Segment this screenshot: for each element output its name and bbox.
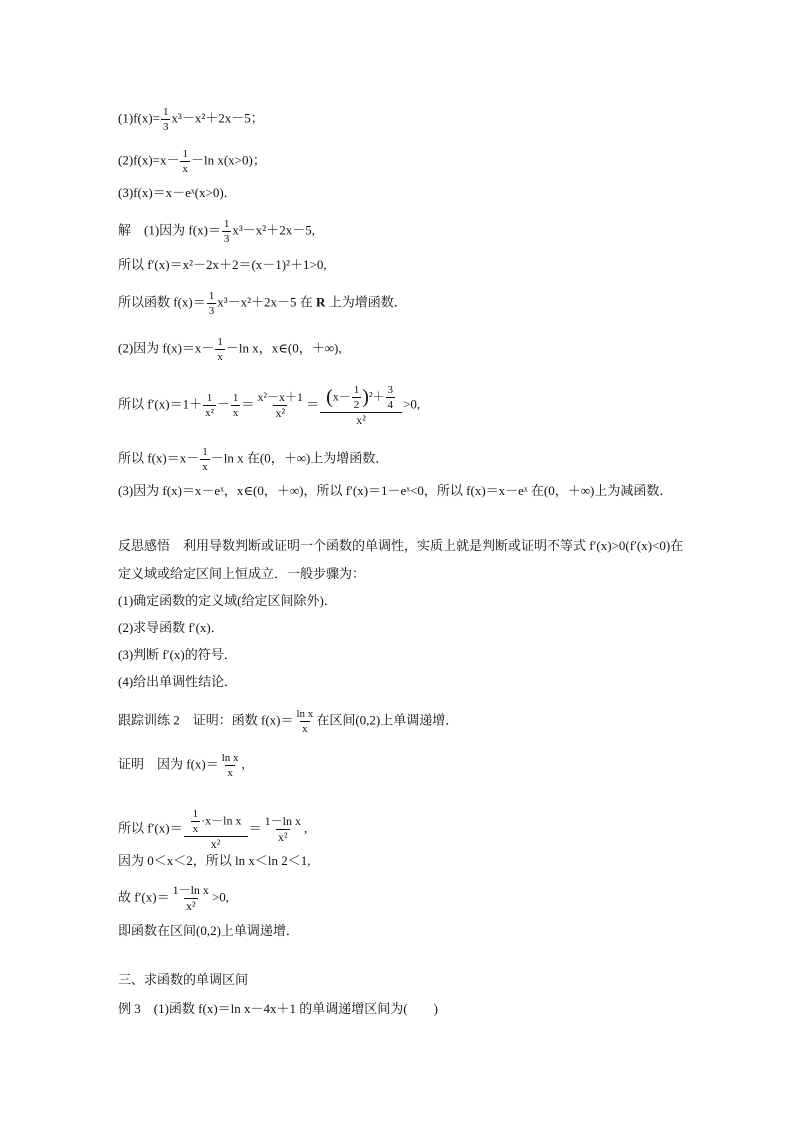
proof-line-5: 即函数在区间(0,2)上单调递增． <box>118 923 299 938</box>
fraction-complex: (x－ $\frac{1}{2}$ )²＋ $\frac{3}{4}$ x² <box>320 384 402 427</box>
fraction-complex: $\frac{1}{x}$ ·x－ln x x² <box>184 808 248 851</box>
fraction: $\frac{1}{3}$ <box>162 106 169 133</box>
fraction: $\frac{3}{4}$ <box>387 384 394 411</box>
step-1: (1)确定函数的定义域(给定区间除外)． <box>118 593 337 608</box>
fraction-numerator: (x－ $\frac{1}{2}$ )²＋ $\frac{3}{4}$ <box>326 384 394 411</box>
solution-1-line-3: 所以函数 f(x)＝ $\frac{1}{3}$ x³－x²＋2x－5 在 R 上为增函数． <box>118 290 407 317</box>
section-heading: 三、求函数的单调区间 <box>118 973 249 988</box>
fraction: $\frac{1}{x}$ <box>232 392 239 419</box>
problem-2: (2)f(x)=x－ $\frac{1}{x}$ －ln x(x>0)； <box>118 148 266 175</box>
example-3: 例 3 (1)函数 f(x)＝ln x－4x＋1 的单调递增区间为( ) <box>118 1001 438 1016</box>
proof-line-4: 故 f′(x)＝ $\frac{\text{1－ln x}}{\text{x²}}$ >0, <box>118 883 230 913</box>
fraction: $\frac{\text{ln x}}{x}$ <box>221 752 239 779</box>
step-2: (2)求导函数 f′(x)． <box>118 620 224 635</box>
problem-1: (1)f(x)= $\frac{1}{3}$ x³－x²＋2x－5； <box>118 106 264 133</box>
problem-3: (3)f(x)＝x－eˣ(x>0)． <box>118 185 237 200</box>
fraction: $\frac{1}{x}$ <box>202 446 208 473</box>
fraction: $\frac{1}{x}$ <box>192 808 199 835</box>
solution-2-line-1: (2)因为 f(x)＝x－ $\frac{1}{x}$ －ln x，x∈(0，＋∞), <box>118 336 342 363</box>
solution-1-line-2: 所以 f′(x)＝x²－2x＋2＝(x－1)²＋1>0, <box>118 257 327 272</box>
paren-right: ) <box>362 386 369 408</box>
proof-line-2: 所以 f′(x)＝ $\frac{1}{x}$ ·x－ln x x² ＝ $\frac{\text{1－ln x}}{\text{x²}}$ , <box>118 808 308 851</box>
proof-line-1: 证明 因为 f(x)＝ $\frac{\text{ln x}}{x}$ , <box>118 752 245 779</box>
fraction: $\frac{\text{1－ln x}}{\text{x²}}$ <box>264 814 301 844</box>
proof-line-3: 因为 0＜x＜2，所以 ln x＜ln 2＜1, <box>118 853 311 868</box>
fraction: $\frac{1}{3}$ <box>223 218 230 245</box>
fraction: $\frac{\text{ln x}}{x}$ <box>296 708 314 735</box>
solution-1-line-1: 解 (1)因为 f(x)＝ $\frac{1}{3}$ x³－x²＋2x－5, <box>118 218 315 245</box>
solution-3: (3)因为 f(x)＝x－eˣ，x∈(0，＋∞)，所以 f′(x)＝1－eˣ<0，所以 f(x)＝x－eˣ 在(0，＋∞)上为减函数． <box>118 483 673 498</box>
fraction: $\frac{1}{3}$ <box>208 290 215 317</box>
reflection-paragraph: 反思感悟 利用导数判断或证明一个函数的单调性，实质上就是判断或证明不等式 f′(x)>0(f′(x)<0)在定义域或给定区间上恒成立．一般步骤为： <box>118 538 684 581</box>
step-3: (3)判断 f′(x)的符号． <box>118 647 237 662</box>
solution-2-line-3: 所以 f(x)＝x－ $\frac{1}{x}$ －ln x 在(0，＋∞)上为增函数． <box>118 446 389 473</box>
fraction: $\frac{1}{x}$ <box>217 336 223 363</box>
fraction: $\frac{1}{x}$ <box>182 148 188 175</box>
step-4: (4)给出单调性结论． <box>118 674 238 689</box>
paren-left: ( <box>326 386 333 408</box>
fraction: $\frac{\text{x²－x＋1}}{\text{x²}}$ <box>257 390 304 420</box>
practice-2: 跟踪训练 2 证明：函数 f(x)＝ $\frac{\text{ln x}}{x}$ 在区间(0,2)上单调递增． <box>118 708 459 735</box>
fraction: $\frac{1}{2}$ <box>353 384 360 411</box>
solution-2-line-2: 所以 f′(x)＝1＋ $\frac{1}{\text{x²}}$ － $\frac{1}{x}$ ＝ $\frac{\text{x²－x＋1}}{\text{x²}}$ ＝ (x－ $\frac{1}{2}$ )²＋ $\frac{3}{4}$ x² >0, <box>118 384 421 427</box>
fraction: $\frac{1}{\text{x²}}$ <box>205 392 214 419</box>
fraction: $\frac{\text{1－ln x}}{\text{x²}}$ <box>172 883 209 913</box>
